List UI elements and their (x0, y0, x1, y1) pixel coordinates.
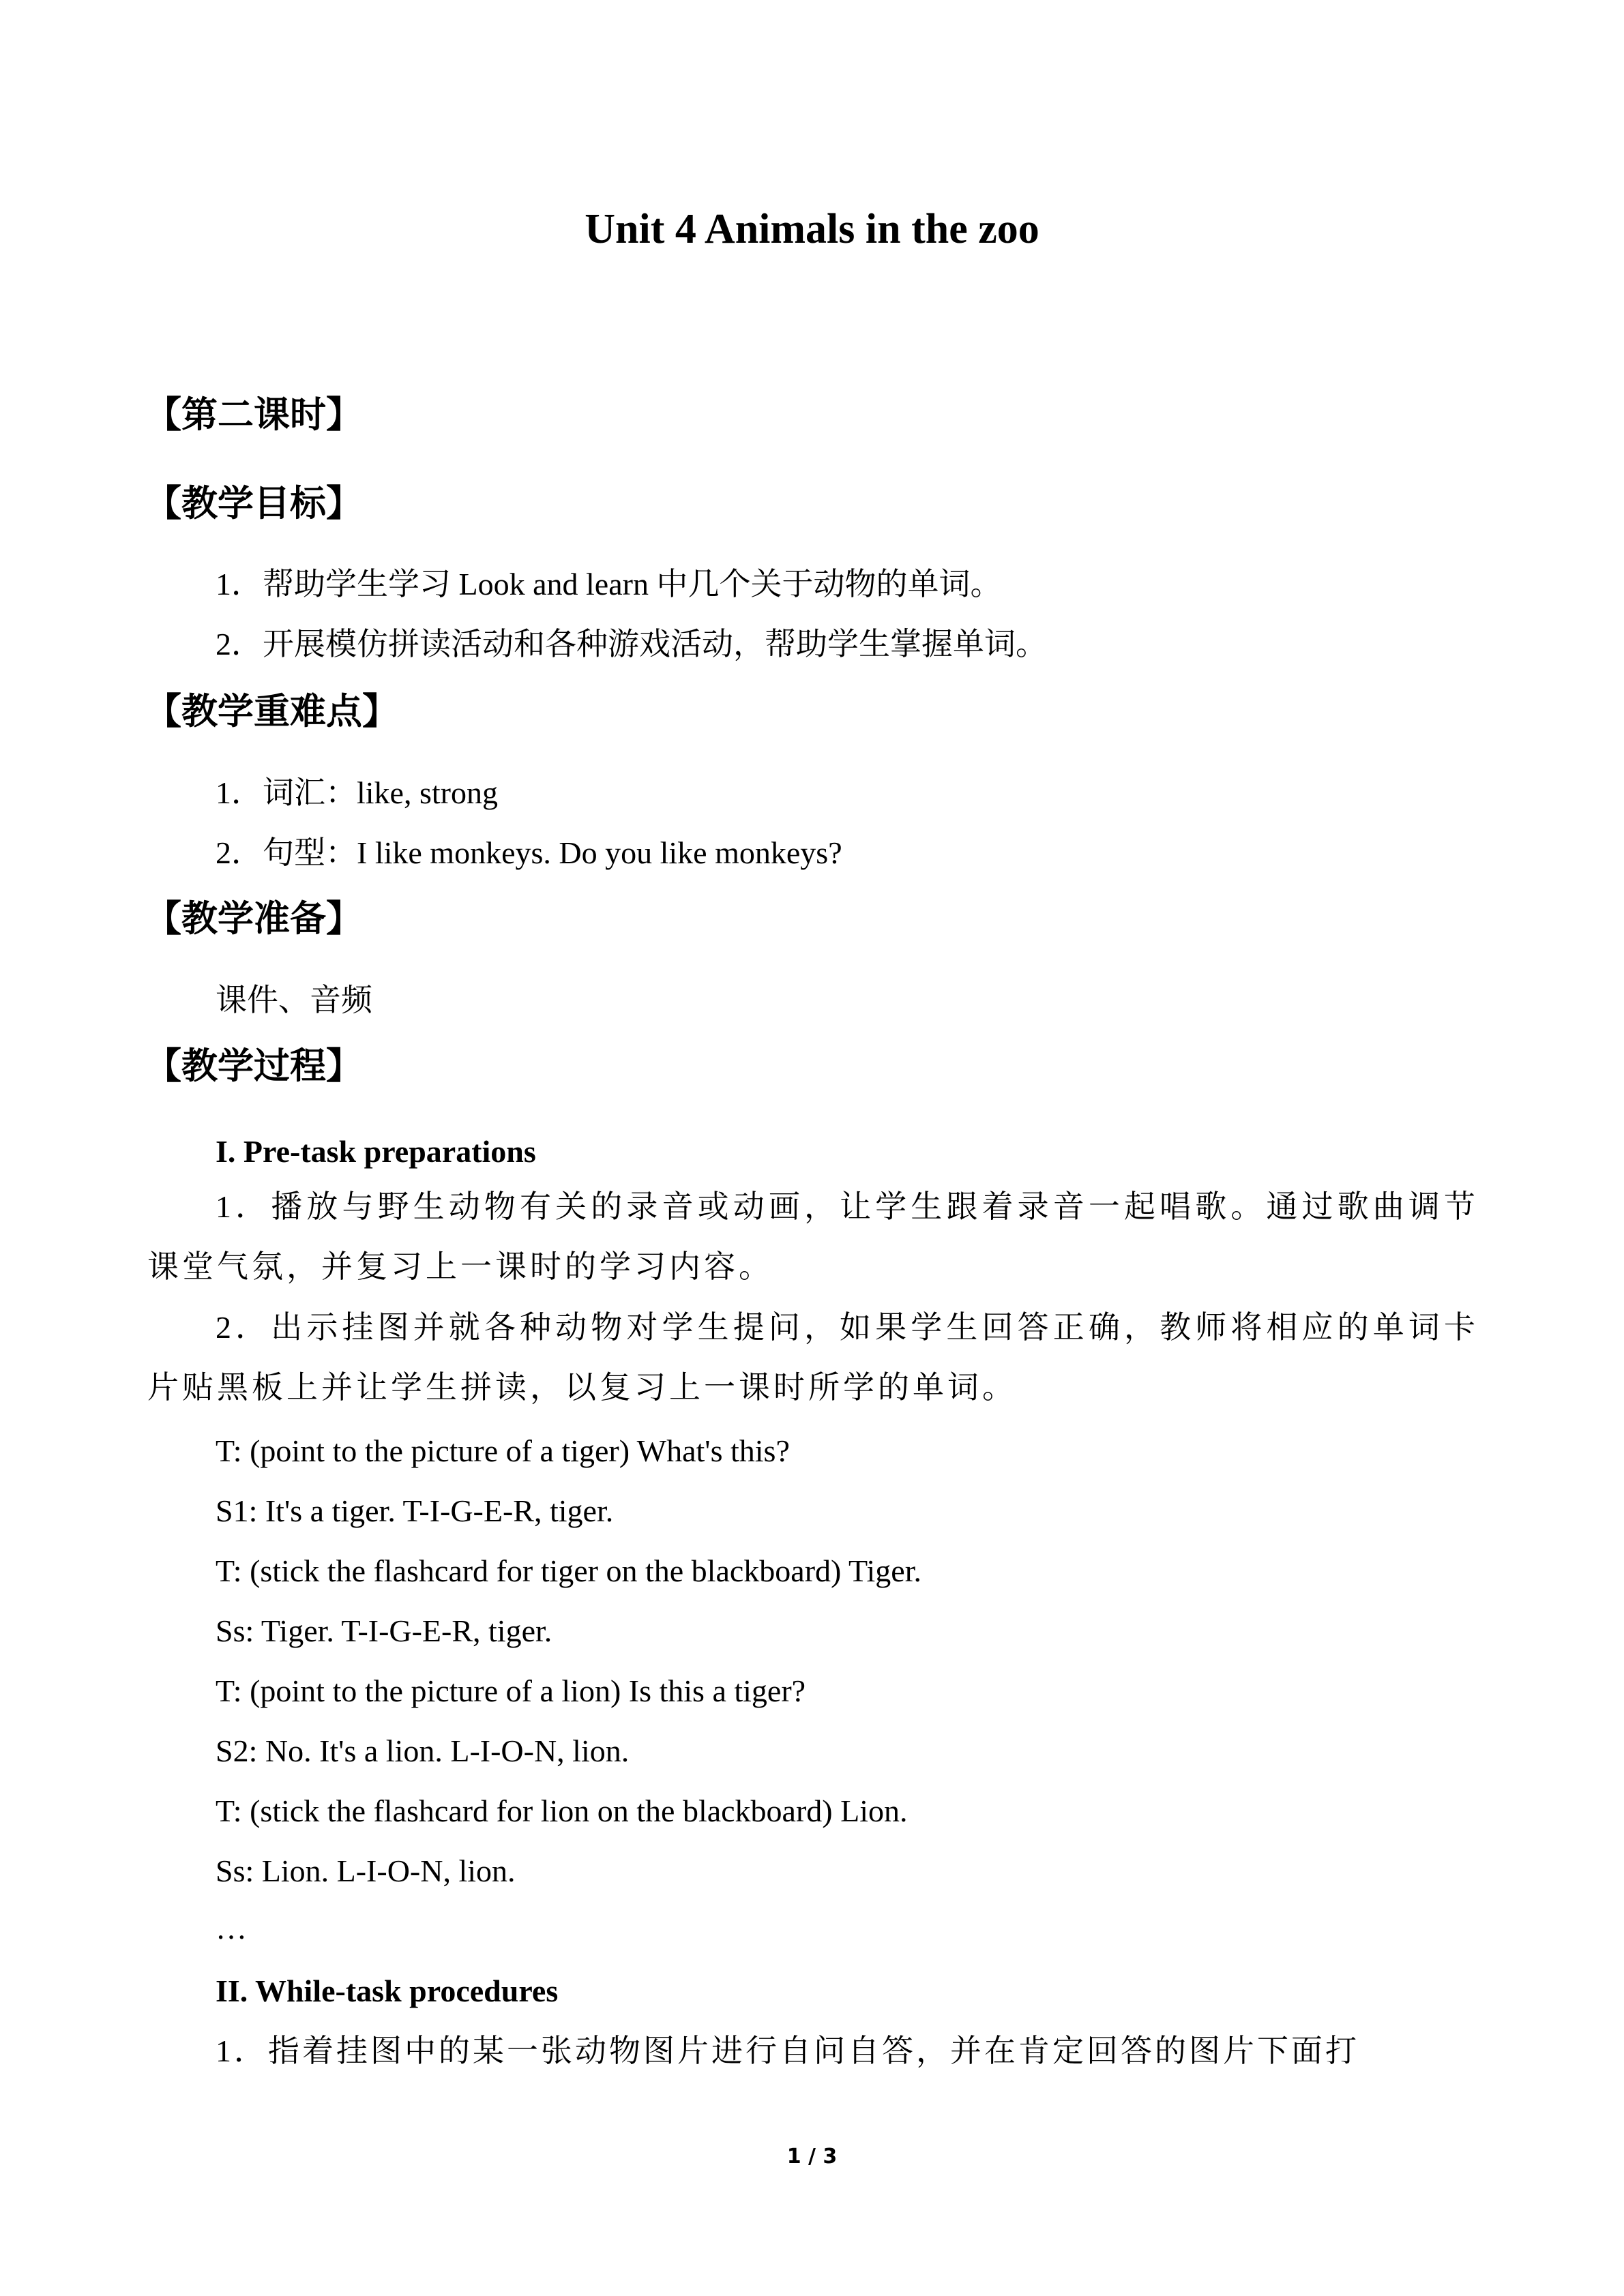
preparation-text: 课件、音频 (216, 983, 372, 1017)
while-task-step-1: 1．指着挂图中的某一张动物图片进行自问自答，并在肯定回答的图片下面打 (216, 2033, 1359, 2068)
objective-item: 1．帮助学生学习 Look and learn 中几个关于动物的单词。 (216, 567, 1002, 601)
page-number: 1 / 3 (786, 2145, 838, 2168)
pre-task-step-2: 2．出示挂图并就各种动物对学生提问，如果学生回答正确，教师将相应的单词卡片贴黑板上并让学生拼读，以复习上一课时所学的单词。 (147, 1310, 1479, 1405)
dialogue-line: T: (point to the picture of a tiger) What's this? (216, 1433, 790, 1468)
key-point-item: 2．句型：I like monkeys. Do you like monkeys? (216, 835, 842, 870)
pre-task-title: I. Pre-task preparations (216, 1134, 536, 1169)
while-task-title: II. While-task procedures (216, 1973, 559, 2008)
dialogue-line: S1: It's a tiger. T-I-G-E-R, tiger. (216, 1493, 614, 1528)
dialogue-line: Ss: Lion. L-I-O-N, lion. (216, 1853, 516, 1888)
heading-key-points: 【教学重难点】 (145, 691, 398, 732)
dialogue-line: T: (point to the picture of a lion) Is this a tiger? (216, 1673, 806, 1708)
heading-process: 【教学过程】 (145, 1045, 362, 1087)
document-title: Unit 4 Animals in the zoo (585, 206, 1039, 252)
dialogue-ellipsis: … (216, 1911, 247, 1945)
heading-objectives: 【教学目标】 (145, 483, 362, 524)
dialogue-line: Ss: Tiger. T-I-G-E-R, tiger. (216, 1613, 552, 1648)
dialogue-line: T: (stick the flashcard for lion on the blackboard) Lion. (216, 1793, 908, 1828)
heading-lesson: 【第二课时】 (145, 394, 362, 436)
heading-preparation: 【教学准备】 (145, 898, 362, 940)
pre-task-step-1: 1．播放与野生动物有关的录音或动画，让学生跟着录音一起唱歌。通过歌曲调节课堂气氛，并复习上一课时的学习内容。 (147, 1189, 1479, 1284)
dialogue-line: S2: No. It's a lion. L-I-O-N, lion. (216, 1733, 630, 1768)
dialogue-line: T: (stick the flashcard for tiger on the blackboard) Tiger. (216, 1553, 921, 1588)
objective-item: 2．开展模仿拼读活动和各种游戏活动，帮助学生掌握单词。 (216, 627, 1047, 661)
key-point-item: 1．词汇：like, strong (216, 775, 498, 810)
